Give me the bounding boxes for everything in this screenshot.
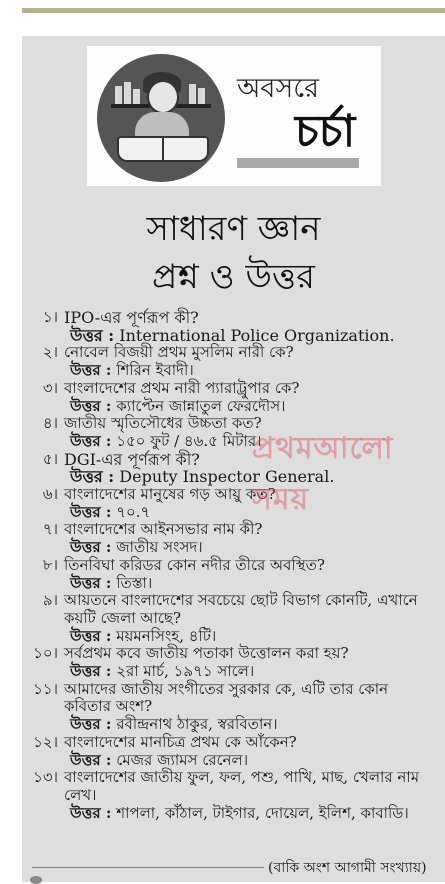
answer-row xyxy=(22,362,445,380)
question-text: বাংলাদেশের প্রথম নারী প্যারাট্রুপার কে? xyxy=(64,378,300,397)
answer-text: ক্যাপ্টেন জান্নাতুল ফেরদৌস। xyxy=(116,396,286,415)
question-number: ১২। xyxy=(33,732,58,751)
answer-label: উত্তর : xyxy=(70,803,112,822)
question-text: বাংলাদেশের আইনসভার নাম কী? xyxy=(64,520,263,539)
banner-tagline-main: চর্চা xyxy=(295,106,356,157)
question-text: বাংলাদেশের মানুষের গড় আয়ু কত? xyxy=(64,485,276,504)
answer-text: শাপলা, কাঁঠাল, টাইগার, দোয়েল, ইলিশ, কাবাডি। xyxy=(116,803,409,822)
question-row xyxy=(22,681,445,716)
answer-text: ৭০.৭ xyxy=(116,502,151,521)
top-rule xyxy=(22,8,445,13)
answer-row xyxy=(22,628,445,646)
answer-label: উত্তর : xyxy=(70,715,112,734)
answer-text: তিস্তা। xyxy=(116,573,153,592)
question-row xyxy=(22,592,445,627)
book-spine xyxy=(115,86,122,104)
answer-label: উত্তর : xyxy=(70,361,112,380)
question-text: জাতীয় স্মৃতিসৌধের উচ্চতা কত? xyxy=(64,414,262,433)
question-number: ৬। xyxy=(42,485,58,504)
answer-label: উত্তর : xyxy=(70,431,112,450)
answer-label: উত্তর : xyxy=(70,662,112,681)
page-corner-mark xyxy=(30,876,42,884)
answer-text: International Police Organization. xyxy=(119,325,395,345)
book-spine xyxy=(133,89,140,104)
answer-label: উত্তর : xyxy=(70,396,112,415)
answer-text: শিরিন ইবাদী। xyxy=(116,361,194,380)
answer-text: রবীন্দ্রনাথ ঠাকুর, স্বরবিতান। xyxy=(116,715,278,734)
answer-text: ১৫০ ফুট / ৪৬.৫ মিটার। xyxy=(116,431,262,450)
question-row xyxy=(22,309,445,327)
answer-label: উত্তর : xyxy=(70,573,112,592)
answer-row xyxy=(22,575,445,593)
question-row xyxy=(22,557,445,575)
answer-text: Deputy Inspector General. xyxy=(119,467,335,487)
answer-row xyxy=(22,327,445,345)
question-text: নোবেল বিজয়ী প্রথম মুসলিম নারী কে? xyxy=(64,343,294,362)
page-title-line1: সাধারণ জ্ঞান xyxy=(146,209,321,249)
girl-face xyxy=(147,80,179,114)
question-number: ৫। xyxy=(42,449,58,468)
answer-row xyxy=(22,663,445,681)
question-number: ২। xyxy=(42,343,58,362)
answer-text: ২রা মার্চ, ১৯৭১ সালে। xyxy=(116,662,255,681)
answer-text: মেজর জ্যামস রেনেল। xyxy=(116,750,249,769)
continued-note: (বাকি অংশ আগামী সংখ্যায়) xyxy=(268,860,427,876)
answer-label: উত্তর : xyxy=(70,538,112,557)
question-text: তিনবিঘা করিডর কোন নদীর তীরে অবস্থিত? xyxy=(64,555,325,574)
question-number: ৭। xyxy=(42,520,58,539)
question-number: ১০। xyxy=(33,644,58,663)
answer-label: উত্তর : xyxy=(70,467,115,487)
question-row xyxy=(22,734,445,752)
newspaper-watermark: প্রথমআলো সময় xyxy=(252,431,394,517)
banner-underline xyxy=(237,158,359,168)
answer-label: উত্তর : xyxy=(70,626,112,645)
answer-row xyxy=(22,716,445,734)
question-text: বাংলাদেশের জাতীয় ফুল, ফল, পশু, পাখি, মাছ, খেলার নাম লেখ। xyxy=(64,768,420,804)
question-number: ১১। xyxy=(33,679,58,698)
answer-text: জাতীয় সংসদ। xyxy=(116,538,203,557)
question-text: DGI-এর পূর্ণরূপ কী? xyxy=(64,449,200,469)
book-spine xyxy=(198,88,205,104)
page-title-line2: প্রশ্ন ও উত্তর xyxy=(152,257,315,297)
reading-girl-illustration xyxy=(97,54,225,182)
qa-list xyxy=(22,309,445,822)
question-row xyxy=(22,769,445,804)
question-row xyxy=(22,344,445,362)
open-book-icon xyxy=(117,136,209,162)
question-text: সর্বপ্রথম কবে জাতীয় পতাকা উত্তোলন করা হয়? xyxy=(64,644,349,663)
question-number: ৮। xyxy=(42,555,58,574)
section-banner xyxy=(87,46,381,186)
question-number: ৯। xyxy=(42,591,58,610)
article-panel xyxy=(22,36,445,882)
answer-row xyxy=(22,398,445,416)
banner-tagline-top: অবসরে xyxy=(237,73,319,104)
question-text: আমাদের জাতীয় সংগীতের সুরকার কে, এটি তার কোন কবিতার অংশ? xyxy=(64,679,389,716)
question-number: ৪। xyxy=(42,414,58,433)
question-text: বাংলাদেশের মানচিত্র প্রথম কে আঁকেন? xyxy=(64,732,297,751)
question-number: ১৩। xyxy=(33,768,58,787)
question-row xyxy=(22,380,445,398)
answer-label: উত্তর : xyxy=(70,325,115,345)
question-text: IPO-এর পূর্ণরূপ কী? xyxy=(64,308,199,327)
answer-label: উত্তর : xyxy=(70,750,112,769)
answer-row xyxy=(22,539,445,557)
answer-row xyxy=(22,805,445,823)
question-number: ৩। xyxy=(42,378,58,397)
answer-label: উত্তর : xyxy=(70,502,112,521)
answer-row xyxy=(22,752,445,770)
book-spine xyxy=(189,84,196,104)
question-text: আয়তনে বাংলাদেশের সবচেয়ে ছোট বিভাগ কোনটি, এখানে কয়টি জেলা আছে? xyxy=(64,591,418,627)
book-spine xyxy=(124,82,131,104)
question-row xyxy=(22,645,445,663)
question-number: ১। xyxy=(42,308,58,326)
answer-text: ময়মনসিংহ, ৪টি। xyxy=(116,626,217,645)
footer-divider xyxy=(32,867,264,868)
